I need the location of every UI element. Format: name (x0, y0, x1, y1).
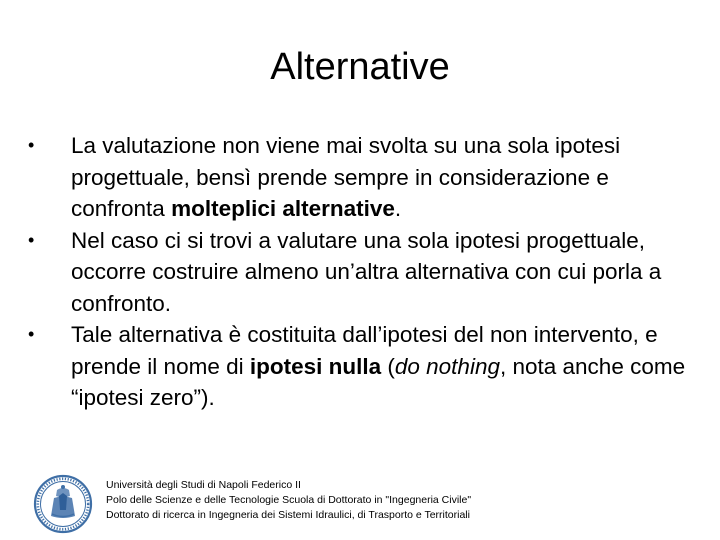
university-seal-icon (32, 474, 94, 534)
bullet-text: ( (381, 353, 395, 379)
bullet-marker: • (28, 135, 35, 155)
footer-text (106, 478, 471, 523)
bullet-text: . (394, 196, 402, 221)
footer (32, 474, 692, 534)
bullet-text: La valutazione non viene mai svolta su una sola ipotesi progettuale, bensì prende sempre in considerazione e confronta (71, 133, 621, 221)
bullet-item (28, 319, 698, 414)
footer-school: Polo delle Scienze e delle Tecnologie Scuola di Dottorato in "Ingegneria Civile" (106, 494, 472, 506)
footer-doctorate: Dottorato di ricerca in Ingegneria dei Sistemi Idraulici, di Trasporto e Territoriali (106, 509, 470, 521)
bullet-text: Nel caso ci si trovi a valutare una sola ipotesi progettuale, occorre costruire almeno un’altra alternativa con cui porla a confronto. (71, 227, 662, 316)
bullet-text-italic: do nothing (394, 353, 500, 379)
bullet-marker: • (28, 229, 35, 250)
bullet-text-bold: molteplici alternative (171, 196, 395, 221)
bullet-text: Tale alternativa è costituita dall’ipotesi del non intervento, e prende il nome di (71, 322, 658, 379)
footer-university: Università degli Studi di Napoli Federico II (106, 479, 301, 491)
bullet-list (28, 130, 698, 414)
bullet-item (28, 225, 698, 320)
bullet-text-bold: ipotesi nulla (249, 353, 382, 379)
bullet-item (28, 130, 698, 225)
slide-title: Alternative (270, 46, 450, 88)
bullet-text: , nota anche come “ipotesi zero”). (71, 353, 686, 410)
bullet-marker: • (28, 324, 35, 344)
